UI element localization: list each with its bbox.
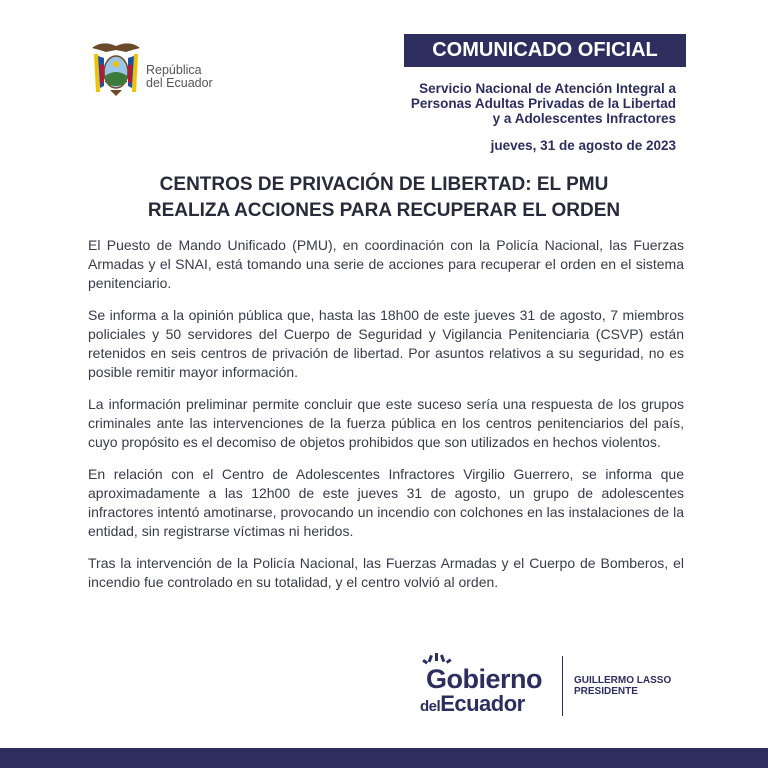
institution-line-1: Servicio Nacional de Atención Integral a [419, 81, 676, 96]
paragraph-1: El Puesto de Mando Unificado (PMU), en coordinación con la Policía Nacional, las Fuerzas Armadas y el SNAI, está tomando una serie de acciones para recuperar el orden en el sistema penitenciario. [88, 237, 684, 291]
footer-divider [562, 656, 563, 716]
paragraph-5: Tras la intervención de la Policía Nacional, las Fuerzas Armadas y el Cuerpo de Bomberos, el incendio fue controlado en su totalidad, y el centro volvió al orden. [88, 555, 684, 590]
ecuador-coat-of-arms-icon [88, 38, 144, 100]
logo-line-2: del Ecuador [146, 76, 213, 90]
republica-logo [88, 38, 238, 100]
republica-logo-text [146, 64, 213, 90]
comunicado-badge: COMUNICADO OFICIAL [404, 34, 686, 67]
title-line-1: CENTROS DE PRIVACIÓN DE LIBERTAD: EL PMU [159, 174, 609, 195]
ecuador-word: Ecuador [440, 691, 525, 716]
gobierno-word: Gobierno [426, 664, 542, 694]
title-line-2: REALIZA ACCIONES PARA RECUPERAR EL ORDEN [147, 200, 621, 221]
president-block [574, 675, 671, 697]
institution-name [336, 81, 676, 126]
press-title [80, 172, 688, 224]
bottom-bar [0, 748, 768, 768]
del-word: del [420, 698, 441, 715]
institution-line-2: Personas Adultas Privadas de la Libertad [410, 96, 676, 111]
paragraph-2: Se informa a la opinión pública que, hasta las 18h00 de este jueves 31 de agosto, 7 miembros policiales y 50 servidores del Cuerpo de Seguridad y Vigilancia Penitenciaria (CSVP) están retenidos en seis centros de privación de libertad. Por asuntos relativos a su seguridad, no es posible remitir mayor información. [88, 307, 684, 380]
president-name: GUILLERMO LASSO [574, 675, 672, 686]
logo-line-1: República [146, 63, 202, 77]
release-date: jueves, 31 de agosto de 2023 [490, 138, 676, 153]
president-title: PRESIDENTE [574, 686, 638, 697]
gobierno-logo [420, 652, 690, 718]
del-ecuador-word [420, 693, 525, 718]
paragraph-4: En relación con el Centro de Adolescentes Infractores Virgilio Guerrero, se informa que aproximadamente a las 12h00 de este jueves 31 de agosto, un grupo de adolescentes infractores intentó amotinarse, provocando un incendio con colchones en las instalaciones de la entidad, sin registrarse víctimas ni heridos. [88, 466, 684, 539]
paragraph-3: La información preliminar permite concluir que este suceso sería una respuesta de los grupos criminales ante las intervenciones de la fuerza pública en los centros penitenciarios del país, cuyo propósito es el decomiso de objetos prohibidos que son utilizados en hechos violentos. [88, 396, 684, 450]
institution-line-3: y a Adolescentes Infractores [492, 111, 676, 126]
press-body [88, 236, 684, 605]
